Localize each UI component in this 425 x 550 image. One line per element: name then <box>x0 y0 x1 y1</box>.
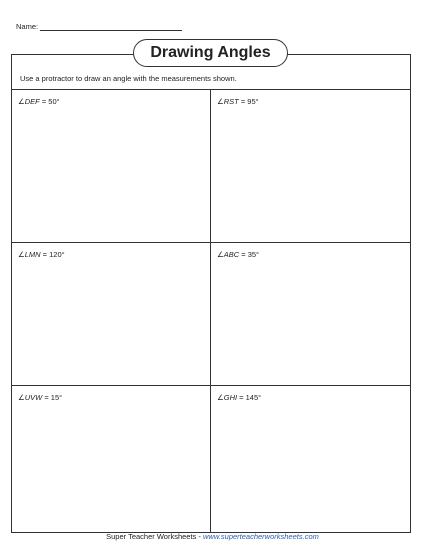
name-label: Name: <box>16 22 39 31</box>
angle-measure: = 95° <box>238 97 259 106</box>
angle-measure: = 145° <box>237 393 262 402</box>
angle-measure: = 50° <box>39 97 60 106</box>
angle-label: ABC <box>223 250 240 259</box>
worksheet-title: Drawing Angles <box>133 39 288 67</box>
problem-grid <box>12 90 410 532</box>
angle-symbol-icon: ∠ <box>18 393 25 402</box>
angle-measure: = 120° <box>40 250 65 259</box>
angle-prompt <box>18 250 65 259</box>
problem-box[interactable] <box>211 243 410 386</box>
angle-measure: = 35° <box>239 250 260 259</box>
angle-label: GHI <box>223 393 238 402</box>
angle-prompt <box>217 393 261 402</box>
footer <box>0 532 425 541</box>
angle-symbol-icon: ∠ <box>217 97 224 106</box>
angle-symbol-icon: ∠ <box>18 97 25 106</box>
angle-symbol-icon: ∠ <box>217 393 224 402</box>
angle-prompt <box>217 250 259 259</box>
problem-box[interactable] <box>12 386 211 532</box>
worksheet-frame <box>11 54 411 533</box>
angle-label: DEF <box>24 97 40 106</box>
angle-symbol-icon: ∠ <box>217 250 224 259</box>
angle-measure: = 15° <box>42 393 63 402</box>
problem-box[interactable] <box>211 386 410 532</box>
problem-box[interactable] <box>12 243 211 386</box>
name-row <box>16 22 182 31</box>
footer-brand: Super Teacher Worksheets - <box>106 532 203 541</box>
problem-box[interactable] <box>211 90 410 243</box>
angle-symbol-icon: ∠ <box>18 250 25 259</box>
name-field[interactable] <box>40 23 182 31</box>
angle-prompt <box>18 393 62 402</box>
angle-label: RST <box>223 97 239 106</box>
instructions: Use a protractor to draw an angle with the measurements shown. <box>12 55 410 90</box>
angle-prompt <box>217 97 259 106</box>
footer-site-link[interactable]: www.superteacherworksheets.com <box>202 532 319 541</box>
problem-box[interactable] <box>12 90 211 243</box>
angle-label: UVW <box>24 393 43 402</box>
angle-prompt <box>18 97 60 106</box>
angle-label: LMN <box>24 250 41 259</box>
